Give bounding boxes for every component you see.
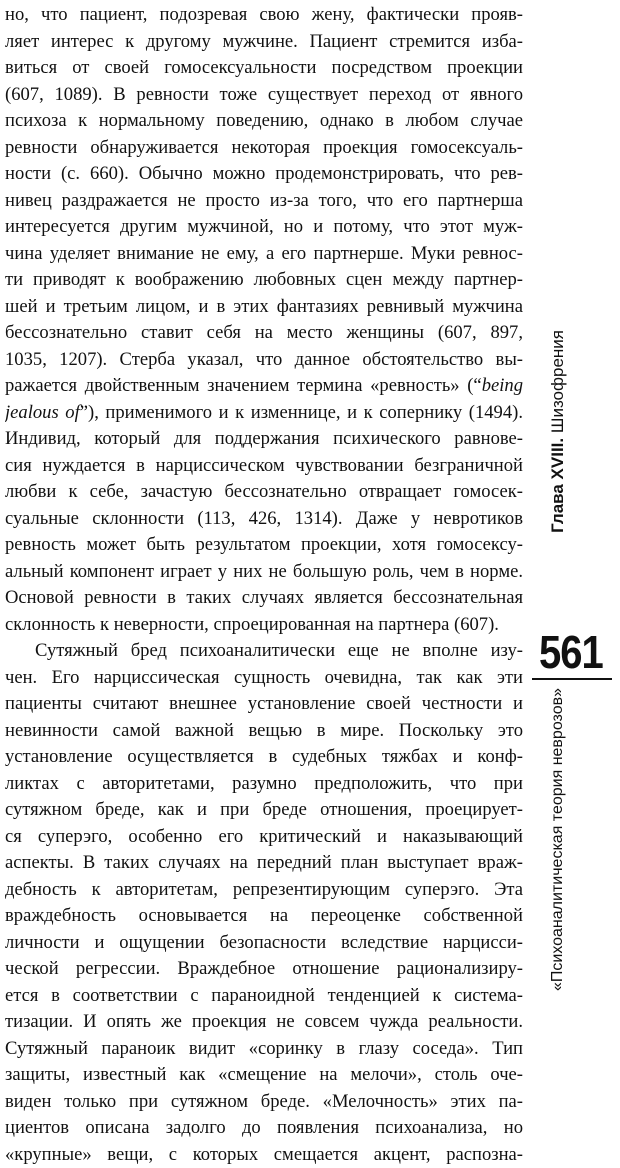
- text-line: шей и третьим лицом, и в этих фантазиях ревнивый мужчина: [5, 294, 523, 321]
- text-line: «крупные» вещи, с которых смещается акцент, распозна-: [5, 1142, 523, 1168]
- text-line: аспекты. В таких случаях на передний план выступает враж-: [5, 850, 523, 877]
- text-line: сия нуждается в нарциссическом чувствовании безграничной: [5, 453, 523, 480]
- chapter-label: Глава XVIII.: [548, 438, 567, 533]
- body-text: [5, 2, 523, 1168]
- text-line: jealous of”), применимого и к изменнице, и к сопернику (1494).: [5, 400, 523, 427]
- book-title: «Психоаналитическая теория неврозов»: [548, 688, 568, 991]
- text-line: виться от своей гомосексуальности посредством проекции: [5, 55, 523, 82]
- text-line: ляет интерес к другому мужчине. Пациент стремится изба-: [5, 29, 523, 56]
- text-line: установление осуществляется в судебных тяжбах и конф-: [5, 744, 523, 771]
- text-line: бессознательно ставит себя на место женщины (607, 897,: [5, 320, 523, 347]
- text-line: ликтах с авторитетами, разумно предположить, что при: [5, 771, 523, 798]
- text-line: сутяжном бреде, как и при бреде отношения, проецирует-: [5, 797, 523, 824]
- text-line: ражается двойственным значением термина «ревность» (“being: [5, 373, 523, 400]
- text-line: суальные склонности (113, 426, 1314). Даже у невротиков: [5, 506, 523, 533]
- section-label: Шизофрения: [548, 330, 567, 433]
- text-line: Индивид, который для поддержания психического равнове-: [5, 426, 523, 453]
- text-line: ревности обнаруживается некоторая проекция гомосексуаль-: [5, 135, 523, 162]
- text-line: нивец раздражается не просто из-за того, что его партнерша: [5, 188, 523, 215]
- text-line: (607, 1089). В ревности тоже существует переход от явного: [5, 82, 523, 109]
- text-line: личности и ощущении безопасности вследствие нарцисси-: [5, 930, 523, 957]
- text-line: 1035, 1207). Стерба указал, что данное обстоятельство вы-: [5, 347, 523, 374]
- running-head: [548, 330, 568, 533]
- text-line: тизации. И опять же проекция не совсем чужда реальности.: [5, 1009, 523, 1036]
- text-line: враждебность основывается на переоценке собственной: [5, 903, 523, 930]
- text-line: ти приводят к воображению любовных сцен между партнер-: [5, 267, 523, 294]
- text-line: психоза к нормальному поведению, однако в любом случае: [5, 108, 523, 135]
- text-line: интересуется другим мужчиной, но и потому, что этот муж-: [5, 214, 523, 241]
- paragraph-first-line: Сутяжный бред психоаналитически еще не вполне изу-: [5, 638, 523, 665]
- text-line: невинности самой важной вещью в мире. Поскольку это: [5, 718, 523, 745]
- text-line: альный компонент играет у них не большую роль, чем в норме.: [5, 559, 523, 586]
- text-line: ческой регрессии. Враждебное отношение рационализиру-: [5, 956, 523, 983]
- page-number: 561: [539, 630, 603, 676]
- text-line: ревность может быть результатом проекции, хотя гомосексу-: [5, 532, 523, 559]
- text-line: любви к себе, зачастую бессознательно отвращает гомосек-: [5, 479, 523, 506]
- text-line: ности (с. 660). Обычно можно продемонстрировать, что рев-: [5, 161, 523, 188]
- text-line: но, что пациент, подозревая свою жену, фактически прояв-: [5, 2, 523, 29]
- text-line: ется в соответствии с параноидной тенденцией к система-: [5, 983, 523, 1010]
- text-line: защиты, известный как «смещение на мелочи», столь оче-: [5, 1062, 523, 1089]
- text-line: Сутяжный параноик видит «соринку в глазу соседа». Тип: [5, 1036, 523, 1063]
- text-line: виден только при сутяжном бреде. «Мелочность» этих па-: [5, 1089, 523, 1116]
- text-line: ся суперэго, особенно его критический и наказывающий: [5, 824, 523, 851]
- text-line: чен. Его нарциссическая сущность очевидна, так как эти: [5, 665, 523, 692]
- text-line: чина уделяет внимание не ему, а его партнерше. Муки ревнос-: [5, 241, 523, 268]
- text-line: склонность к неверности, спроецированная на партнера (607).: [5, 612, 523, 639]
- text-line: циентов описана задолго до появления психоанализа, но: [5, 1115, 523, 1142]
- page-number-rule: [532, 678, 612, 680]
- text-line: пациенты считают внешнее установление своей честности и: [5, 691, 523, 718]
- text-line: Основой ревности в таких случаях является бессознательная: [5, 585, 523, 612]
- text-line: дебность к авторитетам, репрезентирующим суперэго. Эта: [5, 877, 523, 904]
